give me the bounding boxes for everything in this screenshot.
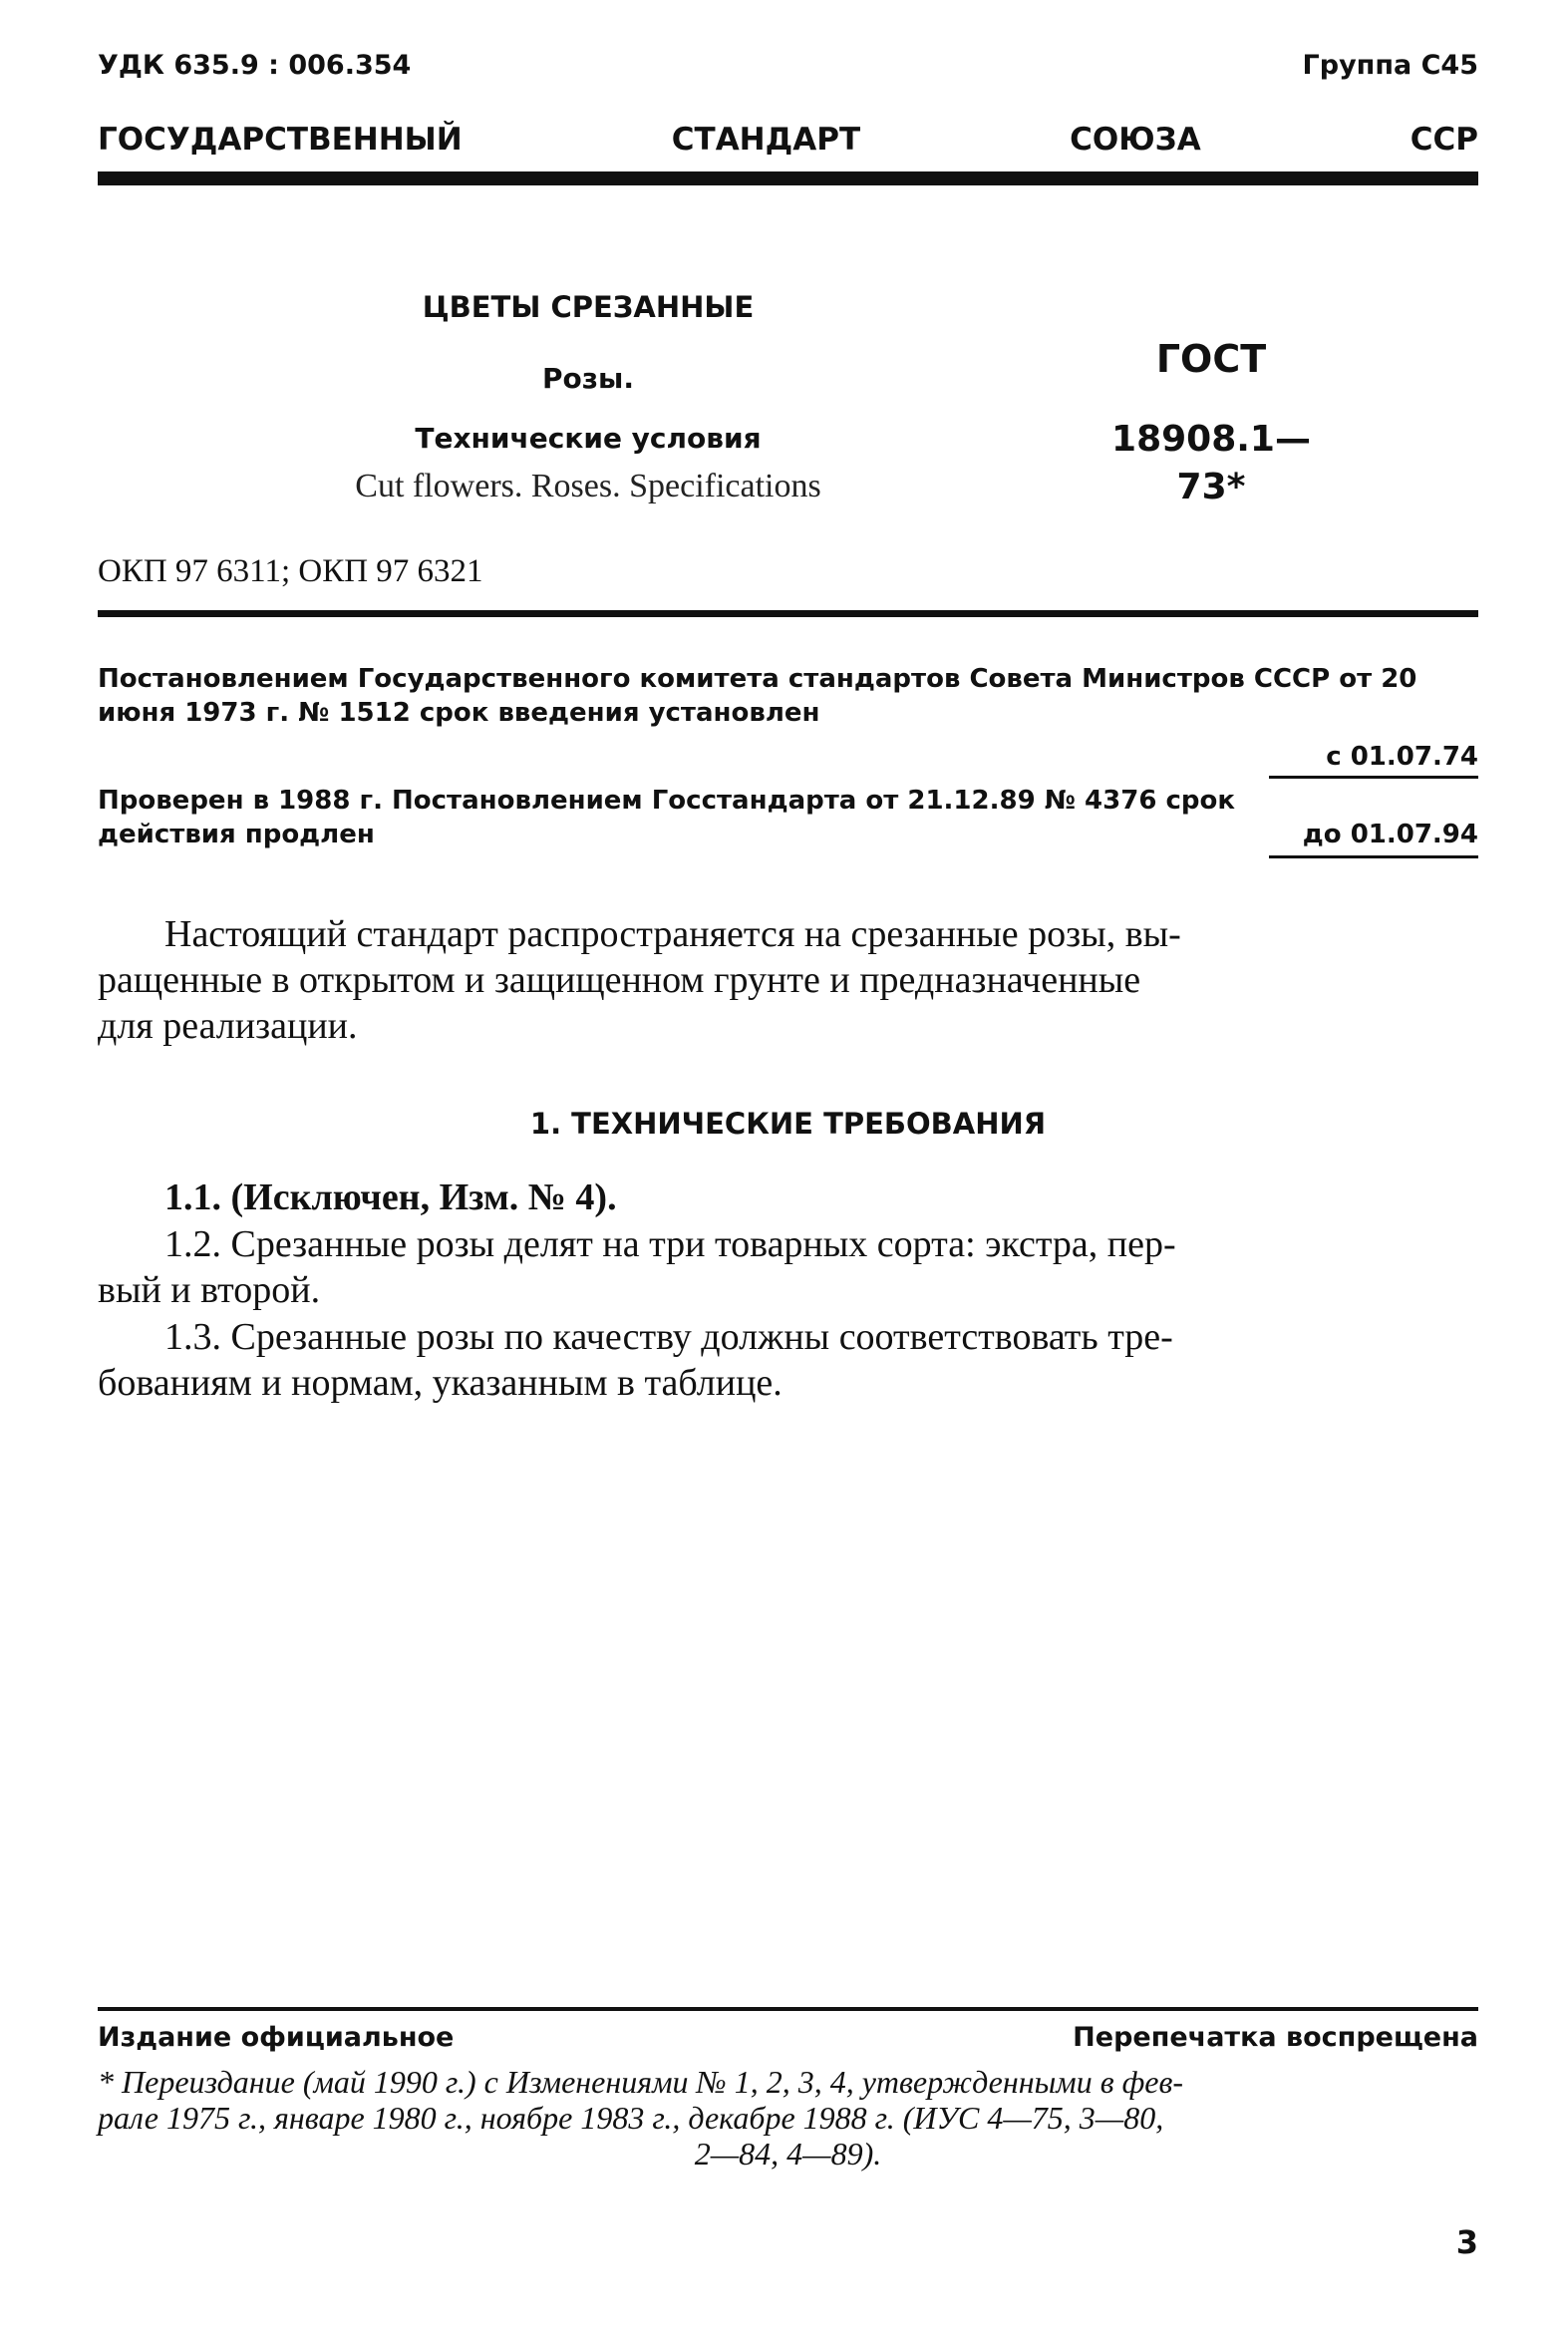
intro-paragraph bbox=[98, 911, 1478, 1049]
document-title: ЦВЕТЫ СРЕЗАННЫЕ bbox=[422, 290, 755, 324]
extend-date: до 01.07.94 bbox=[1302, 820, 1478, 849]
heading-word: СОЮЗА bbox=[1070, 122, 1201, 158]
paragraph-1-3: 1.3. Срезанные розы по качеству должны соответствовать тре- bbox=[164, 1316, 1173, 1358]
gost-label: ГОСТ bbox=[1155, 337, 1267, 381]
english-title: Cut flowers. Roses. Specifications bbox=[355, 468, 821, 504]
footnote-line: рале 1975 г., январе 1980 г., ноябре 1983 г., декабре 1988 г. (ИУС 4—75, 3—80, bbox=[98, 2100, 1164, 2136]
gost-block bbox=[1082, 334, 1341, 511]
heading-word: ГОСУДАРСТВЕННЫЙ bbox=[98, 122, 463, 158]
paragraph-1-3-cont: бованиям и нормам, указанным в таблице. bbox=[98, 1362, 783, 1404]
heading-word: СТАНДАРТ bbox=[671, 122, 861, 158]
section-title: 1. ТЕХНИЧЕСКИЕ ТРЕБОВАНИЯ bbox=[529, 1107, 1047, 1141]
footnote-line: 2—84, 4—89). bbox=[694, 2136, 882, 2172]
reprint-prohibited: Перепечатка воспрещена bbox=[1073, 2022, 1478, 2053]
intro-line: ращенные в открытом и защищенном грунте и предназначенные bbox=[98, 959, 1141, 1001]
date-underline bbox=[1269, 855, 1478, 858]
gost-number: 18908.1—73* bbox=[1111, 419, 1311, 507]
document-subtitle: Розы. bbox=[542, 362, 634, 395]
paragraph-1-2: 1.2. Срезанные розы делят на три товарных сорта: экстра, пер- bbox=[164, 1223, 1176, 1265]
footnote bbox=[98, 2064, 1478, 2136]
intro-line: Настоящий стандарт распространяется на срезанные розы, вы- bbox=[164, 913, 1181, 955]
group-code: Группа С45 bbox=[1302, 50, 1478, 81]
decree-text: Постановлением Государственного комитета стандартов Совета Министров СССР от 20 июня 1973 г. № 1512 срок введения установлен bbox=[98, 664, 1417, 728]
intro-date: с 01.07.74 bbox=[1326, 742, 1478, 772]
footnote-line: * Переиздание (май 1990 г.) с Изменениями № 1, 2, 3, 4, утвержденными в фев- bbox=[98, 2064, 1184, 2100]
paragraph-1-1: 1.1. (Исключен, Изм. № 4). bbox=[164, 1176, 617, 1218]
udk-code: УДК 635.9 : 006.354 bbox=[98, 50, 412, 81]
footer-rule bbox=[98, 2007, 1478, 2011]
intro-line: для реализации. bbox=[98, 1005, 358, 1047]
heavy-rule bbox=[98, 171, 1478, 185]
date-underline bbox=[1269, 776, 1478, 779]
checked-text: Проверен в 1988 г. Постановлением Госстандарта от 21.12.89 № 4376 срок действия продлен bbox=[98, 786, 1236, 849]
heading-word: ССР bbox=[1410, 122, 1478, 158]
page-number: 3 bbox=[1455, 2223, 1478, 2261]
title-block bbox=[339, 287, 837, 508]
divider-rule bbox=[98, 610, 1478, 617]
official-edition: Издание официальное bbox=[98, 2022, 455, 2053]
okp-codes: ОКП 97 6311; ОКП 97 6321 bbox=[98, 553, 483, 589]
paragraph-1-2-cont: вый и второй. bbox=[98, 1269, 321, 1311]
document-subtitle-2: Технические условия bbox=[415, 422, 762, 455]
state-standard-heading bbox=[98, 122, 1478, 158]
